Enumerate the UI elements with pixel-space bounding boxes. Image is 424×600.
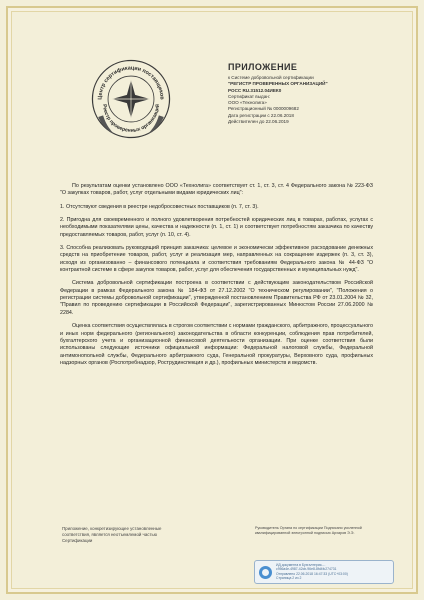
paragraph: Оценка соответствия осуществлялась в строгом соответствии с нормами гражданского, арбитражного, процессуального и иных норм федерального (регионального) законодательства в области конкуренции, соблюдения прав потребителей, бухгалтерского учета и организационной финансовой деятельности организации. При оценке соответствия были использованы следующие источники официальной информации: Федеральной налоговой службы, Федеральной антимонопольной службы, Федерального арбитражного суда, Генеральной прокуратуры, Верховного суда, профильных надзорных органов (Роспотребнадзор, Рострудинспекция и др.), профильных министерств и ведомств.	[60, 323, 373, 366]
signature-line: ИД документа в Бухгалтерия-...	[276, 563, 326, 567]
appendix-line: Действителен до 22.06.2019	[228, 119, 289, 125]
certification-seal-logo	[90, 58, 172, 140]
signatory-note: Руководитель Органа по сертификации Подписано усиленной квалифицированной электронной подписью Архаров Э.Э.	[255, 526, 362, 536]
paragraph: Система добровольной сертификации построена в соответствии с действующим законодательством Российской Федерации в рамках Федерального закона № 184-ФЗ от 27.12.2002 "О техническом регулировании", "Положения о регистрации системы добровольной сертификации", утвержденной постановлением Правительства РФ от 23.01.2004 № 32, "Правил по проведению сертификации в Российской Федерации", зарегистрированных Минюстом России 27.06.2000 № 2284.	[60, 280, 373, 316]
signature-line: Страница 2 из 2	[276, 575, 302, 580]
paragraph: 3. Способна реализовать руководящий принцип заказчика: целевое и экономически эффективное расходование денежных средств на приобретение товаров, работ, услуг и реализация мер, направленных на сокращение издержек (п. 3, ст. 3), исходя из организованно – финансового потенциала и соответствия требованиям Федерального закона № 44-ФЗ "О контрактной системе в сфере закупок товаров, работ, услуг для обеспечения государственных и муниципальных нужд".	[60, 245, 373, 274]
appendix-line: "РЕГИСТР ПРОВЕРЕННЫХ ОРГАНИЗАЦИЙ"	[228, 81, 328, 87]
paragraph: 2. Пригодна для своевременного и полного удовлетворения потребностей юридических лиц в товарах, работах, услугах с необходимыми показателями цены, качества и надежности (п. 1, ст. 1) и соответствует потребностям заказчика по качеству предоставляемых товаров, работ, услуг (п. 10, ст. 4).	[60, 217, 373, 238]
svg-text:Центр сертификации поставщиков: Центр сертификации поставщиков	[97, 65, 165, 100]
paragraph: 1. Отсутствуют сведения в реестре недобросовестных поставщиков (п. 7, ст. 3).	[60, 203, 259, 210]
appendix-line: Дата регистрации с 22.06.2018	[228, 112, 294, 118]
appendix-line: к Системе добровольной сертификации	[228, 75, 314, 80]
footer-note: Приложение, конкретизирующее установленные соответствия, является неотъемлемой частью Сертификации	[62, 526, 162, 543]
appendix-line: Регистрационный № 0000009682	[228, 106, 299, 112]
signature-icon	[259, 566, 272, 579]
appendix-title: ПРИЛОЖЕНИЕ	[228, 62, 298, 72]
certificate-body	[60, 183, 373, 373]
signature-details	[276, 563, 392, 580]
appendix-line: Сертификат выдан:	[228, 93, 271, 99]
appendix-line: ООО «Технолига»	[228, 100, 267, 106]
appendix-block	[228, 62, 398, 125]
signature-line: c956a4e-4987-42cb-96e8-8fd4fc274731	[276, 567, 337, 572]
signature-line: Отправлено 22.06.2018 16:47:33 (UTC+03:00)	[276, 571, 348, 576]
svg-text:Реестр проверенных организаций: Реестр проверенных организаций	[101, 104, 161, 134]
paragraph: По результатам оценки установлено ООО «Технолига» соответствует ст. 1, ст. 3, ст. 4 Федерального закона № 223-ФЗ "О закупках товаров, работ, услуг отдельными видами юридических лиц":	[60, 183, 373, 197]
appendix-line: РОСС RU.31512.04ИЕК0	[228, 87, 282, 93]
electronic-signature-stamp	[254, 560, 394, 584]
